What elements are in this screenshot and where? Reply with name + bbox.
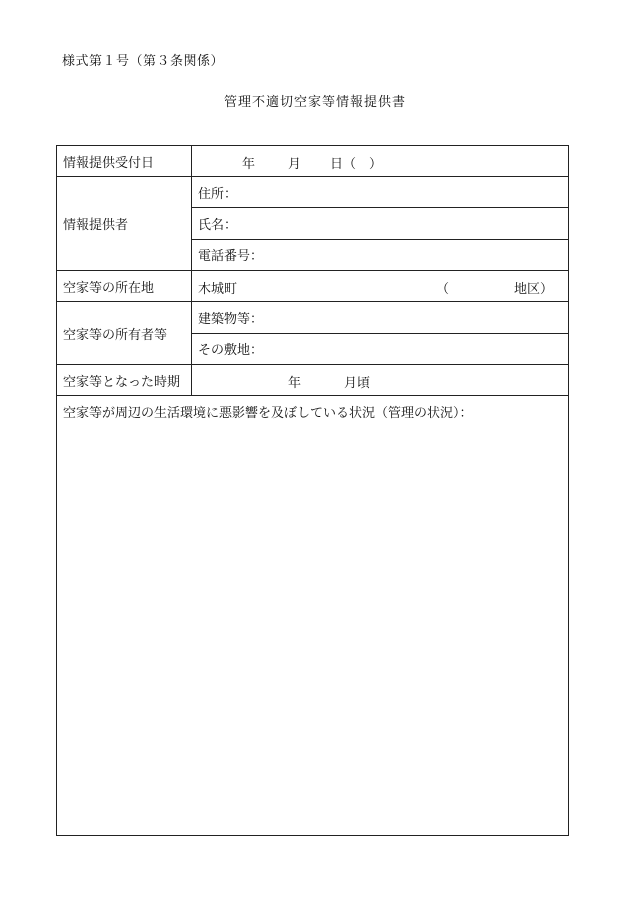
owner-building-row	[57, 302, 569, 334]
location-label: 空家等の所在地	[57, 271, 192, 302]
date-day: 日（ ）	[330, 157, 383, 172]
vacancy-period-row	[57, 365, 569, 396]
provider-address-row	[57, 177, 569, 208]
receipt-date-row	[57, 146, 569, 177]
vacancy-period-field[interactable]	[192, 365, 569, 396]
name-field[interactable]: 氏名：	[192, 208, 569, 239]
situation-row	[57, 396, 569, 836]
date-year: 年	[242, 157, 256, 172]
period-month: 月頃	[344, 376, 371, 391]
district-open-paren: （	[436, 282, 450, 297]
date-month: 月	[288, 157, 302, 172]
town-name: 木城町	[198, 282, 238, 297]
info-form-table	[56, 145, 569, 836]
receipt-date-label: 情報提供受付日	[57, 146, 192, 177]
period-year: 年	[288, 376, 302, 391]
address-field[interactable]: 住所：	[192, 177, 569, 208]
document-title: 管理不適切空家等情報提供書	[223, 95, 406, 110]
situation-field[interactable]: 空家等が周辺の生活環境に悪影響を及ぼしている状況（管理の状況）：	[57, 396, 569, 836]
provider-label: 情報提供者	[57, 177, 192, 271]
building-field[interactable]: 建築物等：	[192, 302, 569, 334]
receipt-date-field[interactable]	[192, 146, 569, 177]
land-field[interactable]: その敷地：	[192, 333, 569, 365]
location-field[interactable]	[192, 271, 569, 302]
owner-label: 空家等の所有者等	[57, 302, 192, 365]
location-row	[57, 271, 569, 302]
form-number: 様式第１号（第３条関係）	[62, 54, 225, 69]
district-suffix: 地区）	[514, 282, 554, 297]
vacancy-period-label: 空家等となった時期	[57, 365, 192, 396]
phone-field[interactable]: 電話番号：	[192, 239, 569, 270]
